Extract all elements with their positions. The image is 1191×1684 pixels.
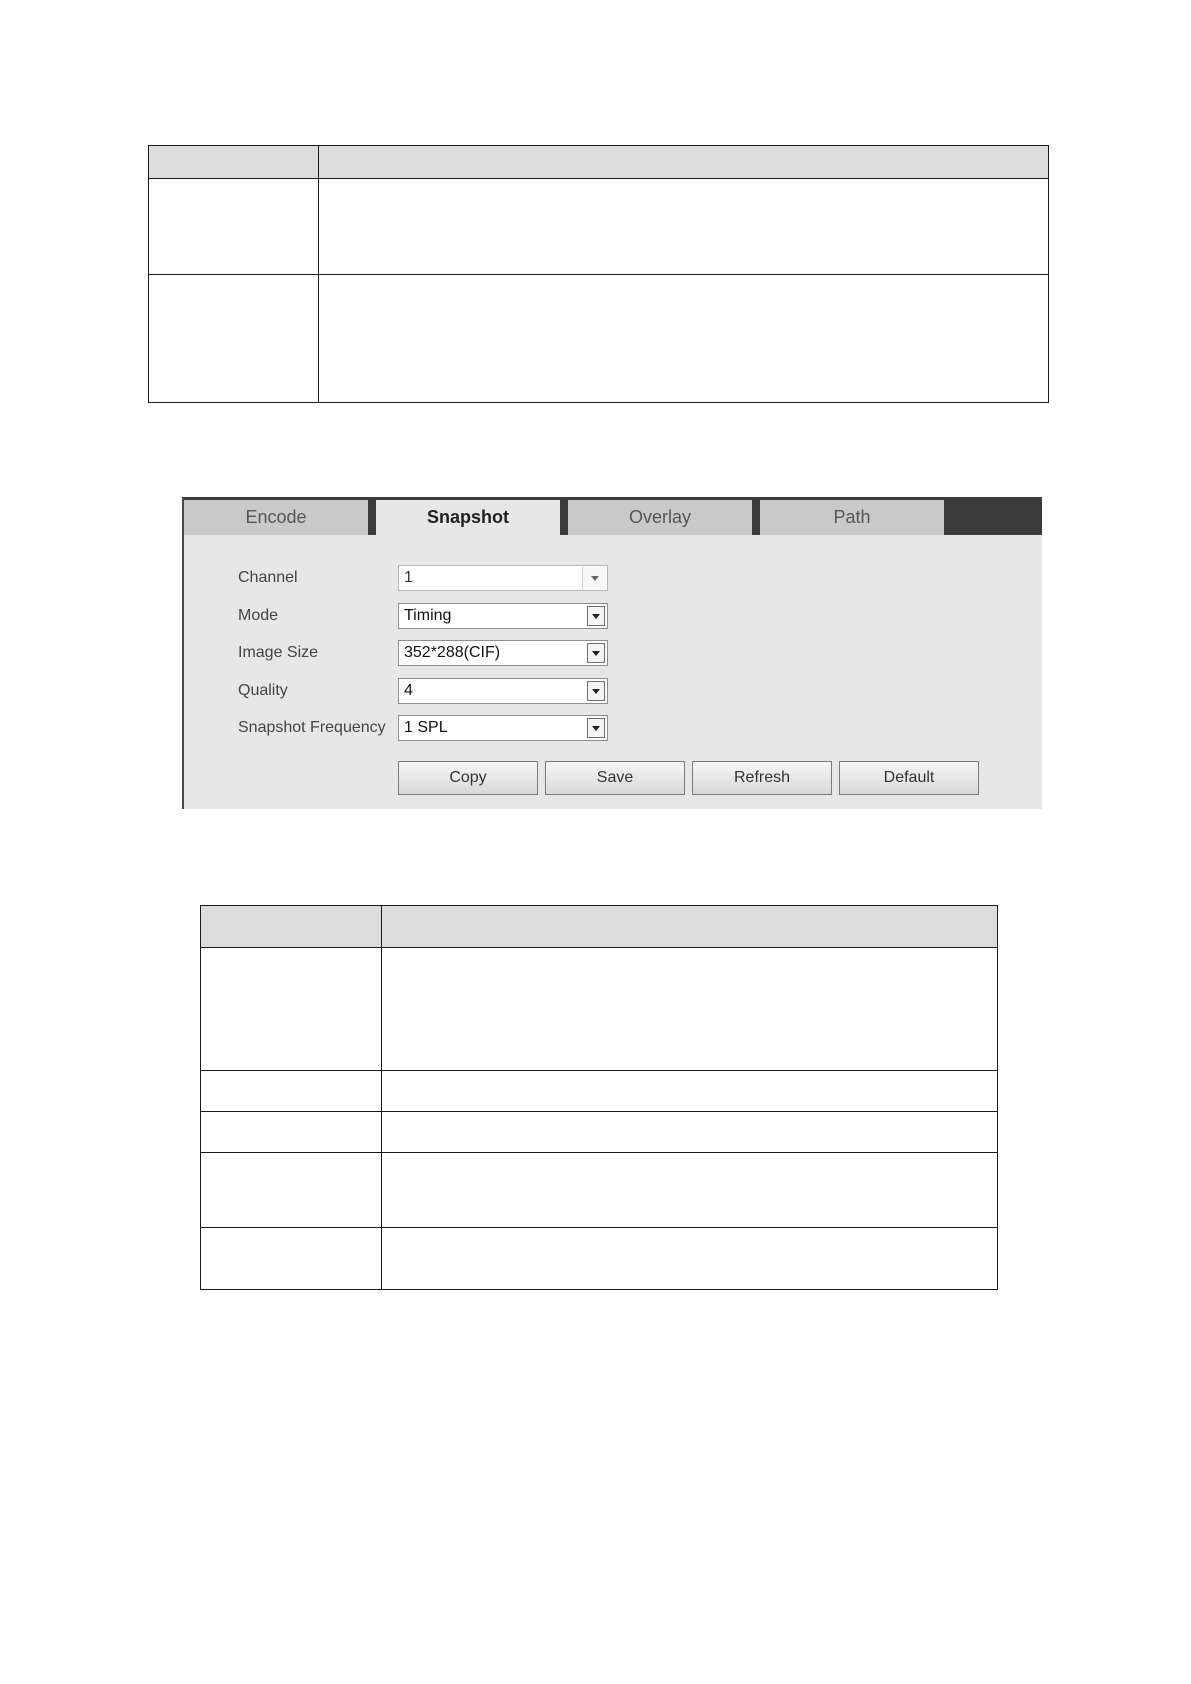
table-cell (201, 1112, 382, 1153)
quality-dropdown-button[interactable] (587, 681, 605, 701)
table-cell (319, 179, 1049, 275)
channel-dropdown-button[interactable] (582, 567, 606, 589)
snapshot-frequency-select[interactable] (398, 715, 608, 741)
parameter-table-bottom (200, 905, 998, 1290)
refresh-button[interactable]: Refresh (692, 761, 832, 795)
snapshot-frequency-label: Snapshot Frequency (238, 719, 386, 736)
quality-select[interactable] (398, 678, 608, 704)
table-cell (319, 275, 1049, 403)
table-cell (149, 275, 319, 403)
quality-value: 4 (404, 682, 413, 699)
table-header-row (201, 906, 998, 948)
table-cell (149, 146, 319, 179)
tab-path[interactable]: Path (760, 500, 946, 535)
image-size-value: 352*288(CIF) (404, 644, 501, 661)
tab-snapshot[interactable]: Snapshot (376, 500, 562, 535)
chevron-down-icon (592, 726, 600, 731)
snapshot-frequency-dropdown-button[interactable] (587, 718, 605, 738)
save-button[interactable]: Save (545, 761, 685, 795)
copy-button[interactable]: Copy (398, 761, 538, 795)
image-size-select[interactable] (398, 640, 608, 666)
table-header-row (149, 146, 1049, 179)
table-cell (201, 1228, 382, 1290)
table-cell (201, 1071, 382, 1112)
table-cell (382, 1228, 998, 1290)
image-size-label: Image Size (238, 644, 319, 661)
table-cell (149, 179, 319, 275)
table-cell (382, 1112, 998, 1153)
mode-select[interactable] (398, 603, 608, 629)
table-row (149, 179, 1049, 275)
table-cell (382, 1153, 998, 1228)
table-cell (201, 948, 382, 1071)
tab-bar (184, 497, 1042, 535)
table-row (201, 948, 998, 1071)
image-size-dropdown-button[interactable] (587, 643, 605, 663)
default-button[interactable]: Default (839, 761, 979, 795)
channel-select[interactable] (398, 565, 608, 591)
table-row (201, 1153, 998, 1228)
table-cell (382, 906, 998, 948)
table-cell (319, 146, 1049, 179)
chevron-down-icon (592, 614, 600, 619)
quality-label: Quality (238, 682, 288, 699)
chevron-down-icon (592, 689, 600, 694)
mode-label: Mode (238, 607, 279, 624)
tab-encode[interactable]: Encode (184, 500, 370, 535)
table-row (149, 275, 1049, 403)
table-cell (201, 1153, 382, 1228)
snapshot-settings-panel (182, 497, 1042, 809)
table-cell (382, 1071, 998, 1112)
table-cell (201, 906, 382, 948)
table-row (201, 1228, 998, 1290)
chevron-down-icon (592, 651, 600, 656)
channel-label: Channel (238, 569, 298, 586)
table-row (201, 1071, 998, 1112)
tab-overlay[interactable]: Overlay (568, 500, 754, 535)
snapshot-frequency-value: 1 SPL (404, 719, 448, 736)
table-cell (382, 948, 998, 1071)
mode-dropdown-button[interactable] (587, 606, 605, 626)
chevron-down-icon (591, 576, 599, 581)
channel-value: 1 (404, 569, 413, 586)
mode-value: Timing (404, 607, 452, 624)
table-row (201, 1112, 998, 1153)
parameter-table-top (148, 145, 1049, 403)
